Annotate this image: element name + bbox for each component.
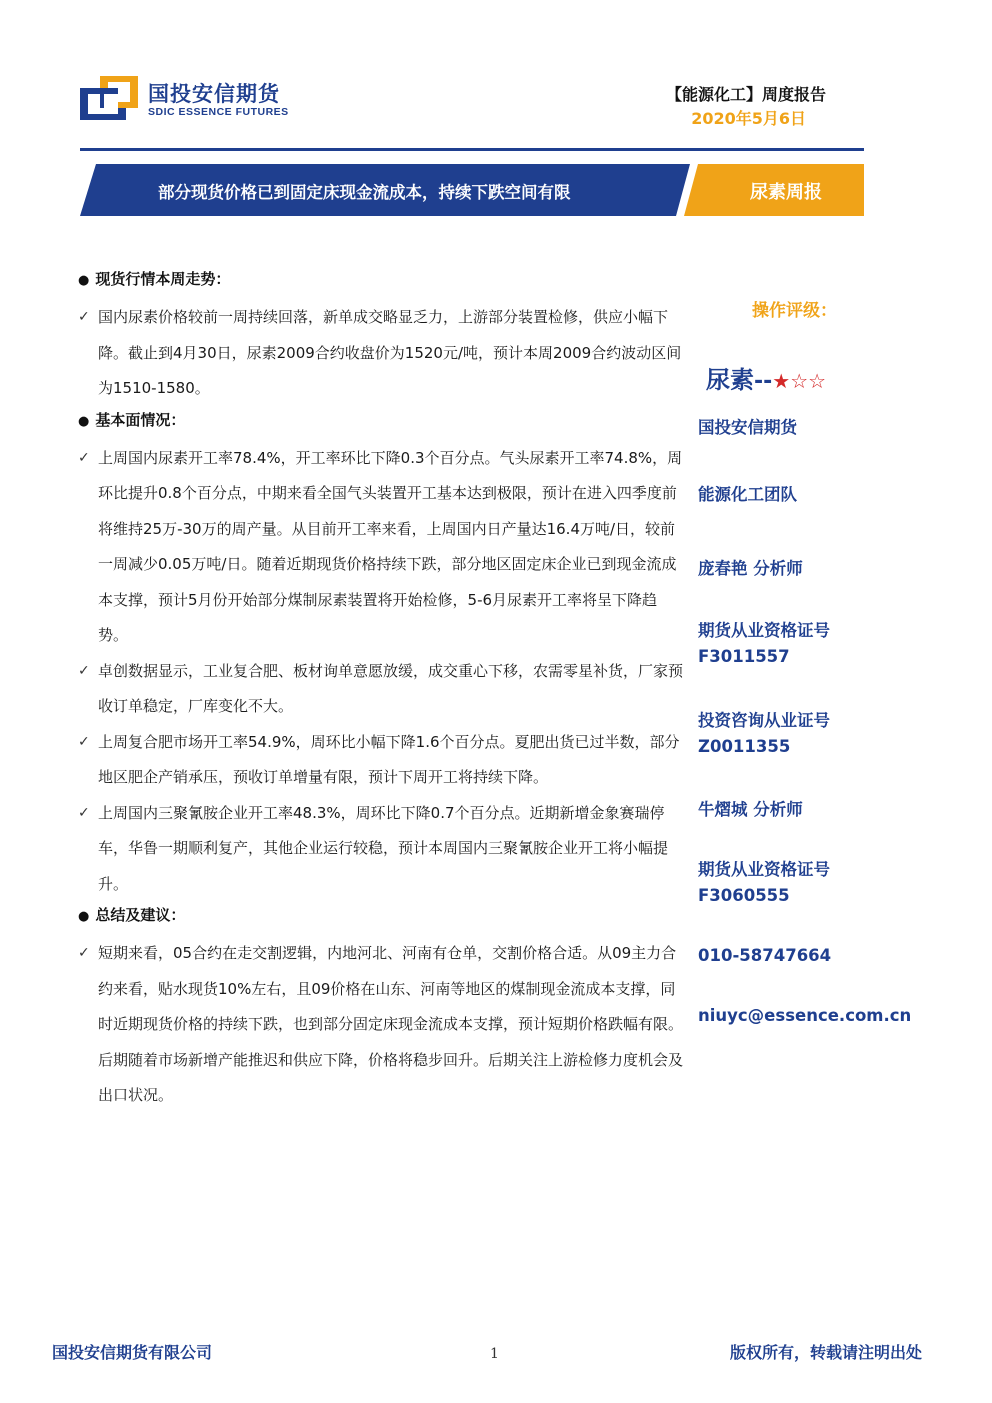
check-icon: ✓: [78, 309, 90, 325]
sidebar-email[interactable]: niuyc@essence.com.cn: [698, 1006, 912, 1025]
paragraph: ✓ 上周国内三聚氰胺企业开工率48.3%，周环比下降0.7个百分点。近期新增金象赛瑞停车，华鲁一期顺利复产，其他企业运行较稳，预计本周国内三聚氰胺企业开工将小幅提升。: [78, 796, 686, 903]
sidebar-consult-no: Z0011355: [698, 737, 791, 756]
sidebar-license-label-1: 期货从业资格证号: [698, 621, 830, 640]
paragraph: ✓ 卓创数据显示，工业复合肥、板材询单意愿放缓，成交重心下移，农需零星补货，厂家预收订单稳定，厂库变化不大。: [78, 654, 686, 725]
paragraph: ✓ 上周国内尿素开工率78.4%，开工率环比下降0.3个百分点。气头尿素开工率74.8%，周环比提升0.8个百分点，中期来看全国气头装置开工基本达到极限，预计在进入四季度前将维持25万-30万的周产量。从目前开工率来看，上周国内日产量达16.4万吨/日，较前一周减少0.05万吨/日。随着近期现货价格持续下跌，部分地区固定床企业已到现金流成本支撑，预计5月份开始部分煤制尿素装置将开始检修，5-6月尿素开工率将呈下降趋势。: [78, 441, 686, 654]
main-content: [78, 266, 686, 1114]
report-date: 2020年5月6日: [691, 109, 806, 128]
footer-company: 国投安信期货有限公司: [52, 1343, 213, 1362]
logo-english-name: SDIC ESSENCE FUTURES: [148, 106, 289, 118]
paragraph: ✓ 上周复合肥市场开工率54.9%，周环比小幅下降1.6个百分点。夏肥出货已过半数，部分地区肥企产销承压，预收订单增量有限，预计下周开工将持续下降。: [78, 725, 686, 796]
bullet-icon: ●: [78, 909, 90, 924]
header-divider: [80, 148, 864, 151]
star-filled-icon: ★: [772, 369, 791, 393]
star-empty-icon: ☆☆: [790, 369, 827, 393]
check-icon: ✓: [78, 449, 90, 466]
sidebar-consult-label: 投资咨询从业证号: [698, 711, 830, 730]
section-heading: ● 总结及建议：: [78, 906, 186, 924]
rating: [706, 360, 826, 395]
bullet-icon: ●: [78, 413, 90, 429]
page-number: 1: [490, 1346, 499, 1362]
sidebar-license-label-2: 期货从业资格证号: [698, 860, 830, 879]
section-summary: [78, 902, 686, 1114]
logo-chinese-name: 国投安信期货: [148, 82, 280, 106]
check-icon: ✓: [78, 804, 90, 821]
report-title: 【能源化工】周度报告: [665, 85, 826, 104]
sidebar-analyst-1: 庞春艳 分析师: [698, 559, 803, 578]
logo-mark-icon: [80, 76, 138, 120]
rating-label: 操作评级：: [752, 301, 837, 321]
sidebar-analyst-2: 牛熠城 分析师: [698, 800, 803, 819]
banner-report-type: 尿素周报: [750, 182, 822, 203]
rating-product: 尿素: [706, 366, 754, 394]
company-logo: [80, 76, 320, 122]
section-spot-market: [78, 266, 686, 407]
check-icon: ✓: [78, 945, 90, 961]
section-heading: ● 基本面情况：: [78, 410, 186, 429]
sidebar-phone: 010-58747664: [698, 946, 832, 965]
paragraph: ✓ 短期来看，05合约在走交割逻辑，内地河北、河南有仓单，交割价格合适。从09主力合约来看，贴水现货10%左右，且09价格在山东、河南等地区的煤制现金流成本支撑，同时近期现货价格的持续下跌，也到部分固定床现金流成本支撑，预计短期价格跌幅有限。后期随着市场新增产能推迟和供应下降，价格将稳步回升。后期关注上游检修力度机会及出口状况。: [78, 936, 686, 1114]
paragraph: ✓ 国内尿素价格较前一周持续回落，新单成交略显乏力，上游部分装置检修，供应小幅下降。截止到4月30日，尿素2009合约收盘价为1520元/吨，预计本周2009合约波动区间为1510-1580。: [78, 300, 686, 407]
title-banner: [80, 164, 864, 216]
banner-headline: 部分现货价格已到固定床现金流成本，持续下跌空间有限: [158, 183, 571, 202]
sidebar-team: 能源化工团队: [698, 485, 797, 504]
rating-dash: --: [754, 369, 773, 394]
sidebar-company: 国投安信期货: [698, 418, 797, 437]
check-icon: ✓: [78, 662, 90, 679]
section-heading: ● 现货行情本周走势：: [78, 270, 231, 288]
footer-copyright: 版权所有，转载请注明出处: [730, 1343, 923, 1362]
sidebar-license-2: F3060555: [698, 886, 790, 905]
section-fundamentals: [78, 407, 686, 903]
sidebar-license-1: F3011557: [698, 647, 790, 666]
bullet-icon: ●: [78, 273, 90, 288]
check-icon: ✓: [78, 733, 90, 750]
